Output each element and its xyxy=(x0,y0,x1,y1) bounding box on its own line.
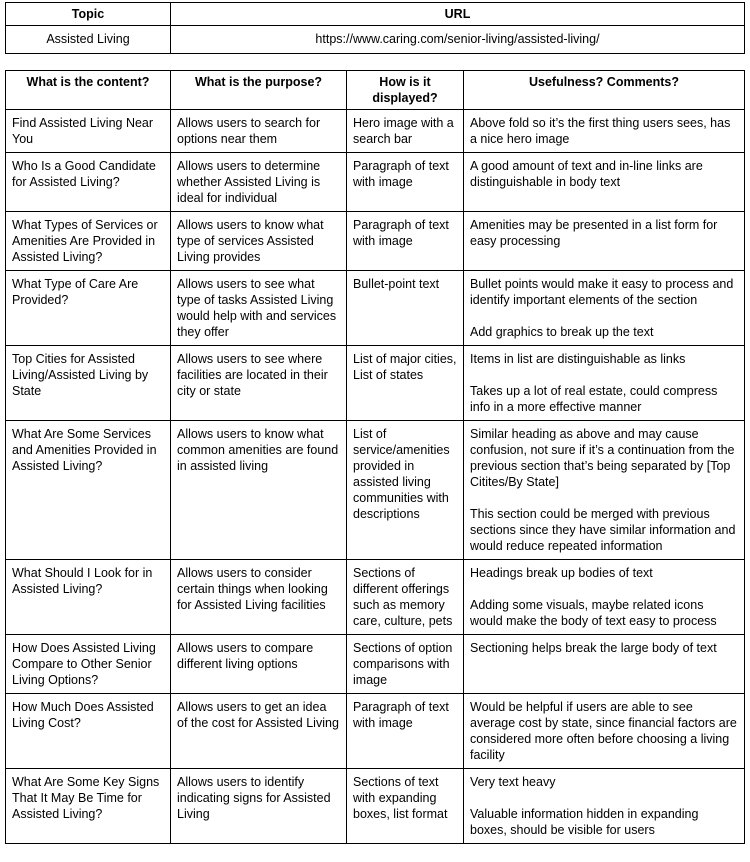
purpose-cell: Allows users to know what common amenities are found in assisted living xyxy=(171,421,347,560)
content-cell: What Are Some Services and Amenities Provided in Assisted Living? xyxy=(6,421,171,560)
comment-paragraph: A good amount of text and in-line links are distinguishable in body text xyxy=(470,159,703,189)
comments-cell xyxy=(464,271,745,346)
topic-table xyxy=(5,2,745,54)
purpose-cell: Allows users to identify indicating signs for Assisted Living xyxy=(171,769,347,844)
display-cell: Paragraph of text with image xyxy=(347,212,464,271)
purpose-cell: Allows users to see where facilities are located in their city or state xyxy=(171,346,347,421)
content-analysis-table xyxy=(5,70,745,844)
comments-column-header: Usefulness? Comments? xyxy=(464,71,745,110)
table-row xyxy=(6,110,745,153)
comments-cell xyxy=(464,110,745,153)
comments-cell xyxy=(464,769,745,844)
comment-paragraph: Items in list are distinguishable as links xyxy=(470,352,686,366)
content-column-header: What is the content? xyxy=(6,71,171,110)
display-cell: Sections of option comparisons with image xyxy=(347,635,464,694)
comment-paragraph: This section could be merged with previous sections since they have similar information and would reduce repeated information xyxy=(470,507,736,553)
content-cell: Who Is a Good Candidate for Assisted Living? xyxy=(6,153,171,212)
comment-paragraph: Amenities may be presented in a list form for easy processing xyxy=(470,218,718,248)
comment-paragraph: Bullet points would make it easy to process and identify important elements of the section xyxy=(470,277,734,307)
comments-cell xyxy=(464,560,745,635)
table-row xyxy=(6,635,745,694)
url-value: https://www.caring.com/senior-living/assisted-living/ xyxy=(171,26,745,54)
display-cell: Sections of text with expanding boxes, list format xyxy=(347,769,464,844)
comments-cell xyxy=(464,421,745,560)
comment-paragraph: Takes up a lot of real estate, could compress info in a more effective manner xyxy=(470,384,718,414)
topic-row xyxy=(6,26,745,54)
comment-paragraph: Above fold so it’s the first thing users sees, has a nice hero image xyxy=(470,116,731,146)
comment-paragraph: Add graphics to break up the text xyxy=(470,325,654,339)
comments-cell xyxy=(464,153,745,212)
comment-paragraph: Sectioning helps break the large body of text xyxy=(470,641,717,655)
content-cell: What Types of Services or Amenities Are Provided in Assisted Living? xyxy=(6,212,171,271)
table-row xyxy=(6,212,745,271)
comment-paragraph: Similar heading as above and may cause confusion, not sure if it’s a continuation from the previous section that’s being separated by [Top Citites/By State] xyxy=(470,427,735,489)
display-column-header: How is it displayed? xyxy=(347,71,464,110)
table-row xyxy=(6,271,745,346)
comments-cell xyxy=(464,346,745,421)
content-cell: What Are Some Key Signs That It May Be Time for Assisted Living? xyxy=(6,769,171,844)
table-body xyxy=(6,110,745,844)
content-cell: Top Cities for Assisted Living/Assisted Living by State xyxy=(6,346,171,421)
url-header: URL xyxy=(171,3,745,26)
content-cell: Find Assisted Living Near You xyxy=(6,110,171,153)
display-cell: Hero image with a search bar xyxy=(347,110,464,153)
topic-value: Assisted Living xyxy=(6,26,171,54)
comments-cell xyxy=(464,212,745,271)
table-row xyxy=(6,153,745,212)
display-cell: Paragraph of text with image xyxy=(347,153,464,212)
content-header-row xyxy=(6,71,745,110)
display-cell: List of major cities, List of states xyxy=(347,346,464,421)
content-cell: What Type of Care Are Provided? xyxy=(6,271,171,346)
comments-cell xyxy=(464,694,745,769)
comment-paragraph: Very text heavy xyxy=(470,775,556,789)
purpose-column-header: What is the purpose? xyxy=(171,71,347,110)
topic-header: Topic xyxy=(6,3,171,26)
table-row xyxy=(6,694,745,769)
comment-paragraph: Valuable information hidden in expanding boxes, should be visible for users xyxy=(470,807,699,837)
purpose-cell: Allows users to get an idea of the cost for Assisted Living xyxy=(171,694,347,769)
comment-paragraph: Headings break up bodies of text xyxy=(470,566,653,580)
purpose-cell: Allows users to search for options near them xyxy=(171,110,347,153)
content-cell: How Does Assisted Living Compare to Other Senior Living Options? xyxy=(6,635,171,694)
purpose-cell: Allows users to see what type of tasks Assisted Living would help with and services they offer xyxy=(171,271,347,346)
purpose-cell: Allows users to compare different living options xyxy=(171,635,347,694)
comments-cell xyxy=(464,635,745,694)
display-cell: List of service/amenities provided in assisted living communities with descriptions xyxy=(347,421,464,560)
content-cell: What Should I Look for in Assisted Living? xyxy=(6,560,171,635)
purpose-cell: Allows users to consider certain things when looking for Assisted Living facilities xyxy=(171,560,347,635)
display-cell: Paragraph of text with image xyxy=(347,694,464,769)
display-cell: Bullet-point text xyxy=(347,271,464,346)
table-row xyxy=(6,769,745,844)
table-row xyxy=(6,560,745,635)
comment-paragraph: Would be helpful if users are able to see average cost by state, since financial factors are considered more often before choosing a living facility xyxy=(470,700,737,762)
purpose-cell: Allows users to know what type of services Assisted Living provides xyxy=(171,212,347,271)
topic-header-row xyxy=(6,3,745,26)
content-cell: How Much Does Assisted Living Cost? xyxy=(6,694,171,769)
display-cell: Sections of different offerings such as memory care, culture, pets xyxy=(347,560,464,635)
table-row xyxy=(6,346,745,421)
comment-paragraph: Adding some visuals, maybe related icons would make the body of text easy to process xyxy=(470,598,717,628)
table-row xyxy=(6,421,745,560)
purpose-cell: Allows users to determine whether Assisted Living is ideal for individual xyxy=(171,153,347,212)
